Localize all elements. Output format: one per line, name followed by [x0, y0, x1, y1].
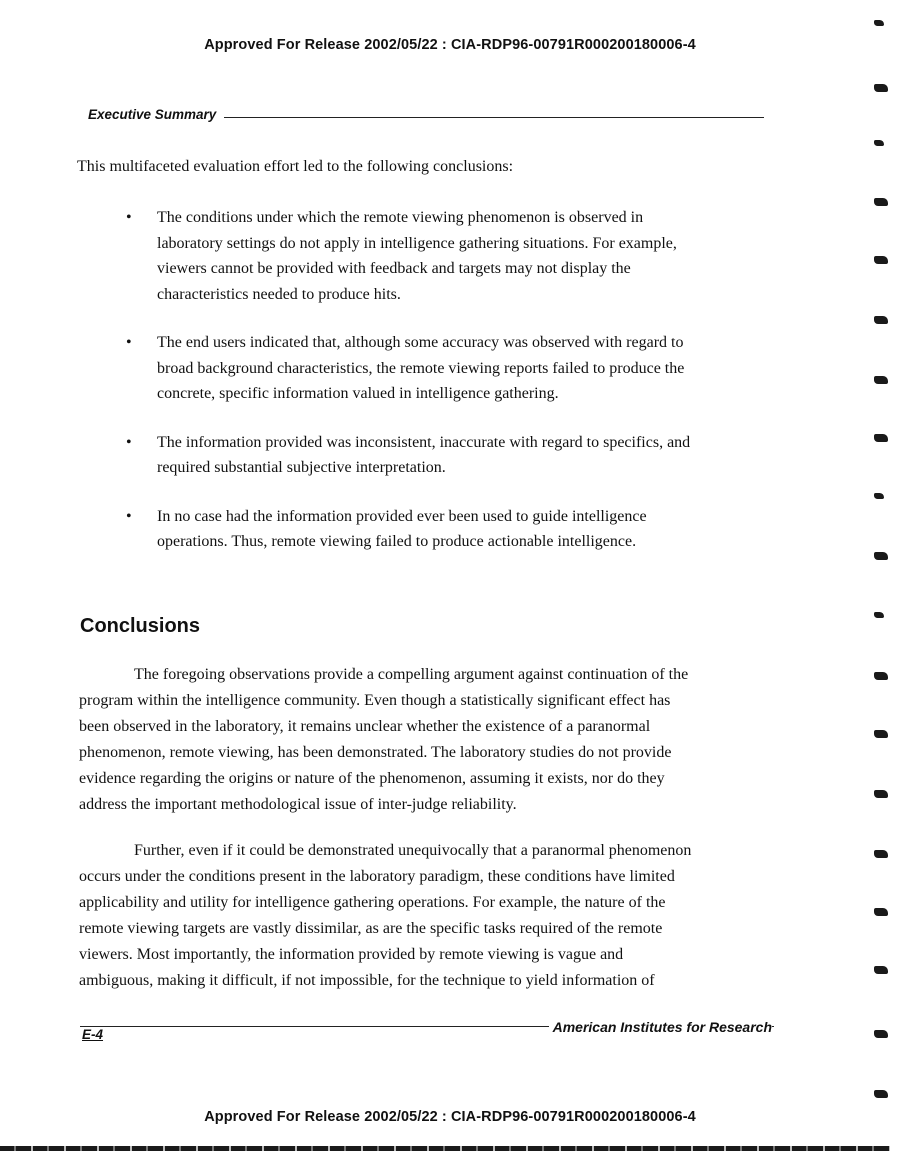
paragraph-line: viewers. Most importantly, the information provided by remote viewing is vague and	[79, 946, 624, 963]
bullet-line: characteristics needed to produce hits.	[157, 285, 401, 303]
scan-mark	[874, 908, 888, 916]
bullet-item	[120, 430, 770, 481]
paragraph-line: program within the intelligence community. Even though a statistically significant effect has	[79, 692, 671, 709]
bullet-item	[120, 504, 770, 555]
bullet-line: broad background characteristics, the remote viewing reports failed to produce the	[157, 359, 685, 377]
paragraph-line: address the important methodological issue of inter-judge reliability.	[79, 796, 517, 813]
paragraph-line: ambiguous, making it difficult, if not impossible, for the technique to yield information of	[79, 972, 655, 989]
bullet-line: The information provided was inconsistent, inaccurate with regard to specifics, and	[157, 433, 691, 451]
scan-bottom-strip	[0, 1146, 890, 1151]
paragraph-line: remote viewing targets are vastly dissimilar, as are the specific tasks required of the remote	[79, 920, 663, 937]
scan-mark	[874, 84, 888, 92]
scan-edge-marks	[868, 0, 900, 1165]
bullet-marker: •	[126, 209, 132, 226]
bullet-marker: •	[126, 433, 132, 451]
scan-mark	[874, 434, 888, 442]
running-header	[88, 107, 764, 122]
paragraph-line: Further, even if it could be demonstrated unequivocally that a paranormal phenomenon	[134, 842, 692, 859]
release-footer: Approved For Release 2002/05/22 : CIA-RDP96-00791R000200180006-4	[204, 1109, 696, 1125]
scan-mark	[874, 493, 884, 499]
bullet-item	[120, 330, 770, 407]
bullet-line: required substantial subjective interpretation.	[157, 459, 446, 476]
header-rule	[224, 117, 764, 118]
bullet-item	[120, 205, 770, 307]
scan-mark	[874, 256, 888, 264]
paragraph-line: phenomenon, remote viewing, has been demonstrated. The laboratory studies do not provide	[79, 744, 672, 761]
page-number: E-4	[82, 1027, 104, 1042]
release-header: Approved For Release 2002/05/22 : CIA-RDP96-00791R000200180006-4	[204, 37, 696, 53]
bullet-marker: •	[126, 334, 132, 351]
scan-mark	[874, 198, 888, 206]
paragraph-line: The foregoing observations provide a compelling argument against continuation of the	[134, 666, 689, 683]
paragraph-line: applicability and utility for intelligence gathering operations. For example, the nature of the	[79, 894, 666, 911]
scan-mark	[874, 316, 888, 324]
bullet-line: viewers cannot be provided with feedback and targets may not display the	[157, 260, 631, 277]
paragraph-line: occurs under the conditions present in the laboratory paradigm, these conditions have limited	[79, 868, 675, 885]
bullet-line: The end users indicated that, although some accuracy was observed with regard to	[157, 334, 684, 351]
scan-mark	[874, 966, 888, 974]
bullet-line: operations. Thus, remote viewing failed to produce actionable intelligence.	[157, 533, 637, 550]
scan-mark	[874, 140, 884, 146]
paragraph-line: evidence regarding the origins or nature of the phenomenon, assuming it exists, nor do they	[79, 770, 665, 787]
bullet-line: The conditions under which the remote viewing phenomenon is observed in	[157, 209, 644, 226]
page-footer	[80, 1018, 774, 1044]
scan-mark	[874, 612, 884, 618]
bullet-marker: •	[126, 507, 132, 525]
body-paragraph	[79, 838, 691, 994]
scan-mark	[874, 1090, 888, 1098]
scan-mark	[874, 850, 888, 858]
body-paragraph	[79, 662, 688, 818]
bullet-line: In no case had the information provided ever been used to guide intelligence	[157, 507, 647, 525]
intro-sentence: This multifaceted evaluation effort led to the following conclusions:	[77, 158, 514, 175]
paragraph-line: been observed in the laboratory, it remains unclear whether the existence of a paranormal	[79, 718, 651, 735]
scan-mark	[874, 672, 888, 680]
scan-mark	[874, 1030, 888, 1038]
section-label: Executive Summary	[88, 107, 217, 122]
scan-mark	[874, 730, 888, 738]
bullet-line: laboratory settings do not apply in intelligence gathering situations. For example,	[157, 234, 677, 252]
scan-mark	[874, 790, 888, 798]
scan-mark	[874, 376, 888, 384]
publisher-name: American Institutes for Research	[549, 1019, 772, 1035]
conclusion-bullet-list	[120, 205, 770, 578]
bullet-line: concrete, specific information valued in intelligence gathering.	[157, 385, 559, 402]
scan-mark	[874, 552, 888, 560]
conclusions-heading: Conclusions	[80, 615, 201, 637]
scan-mark	[874, 20, 884, 26]
